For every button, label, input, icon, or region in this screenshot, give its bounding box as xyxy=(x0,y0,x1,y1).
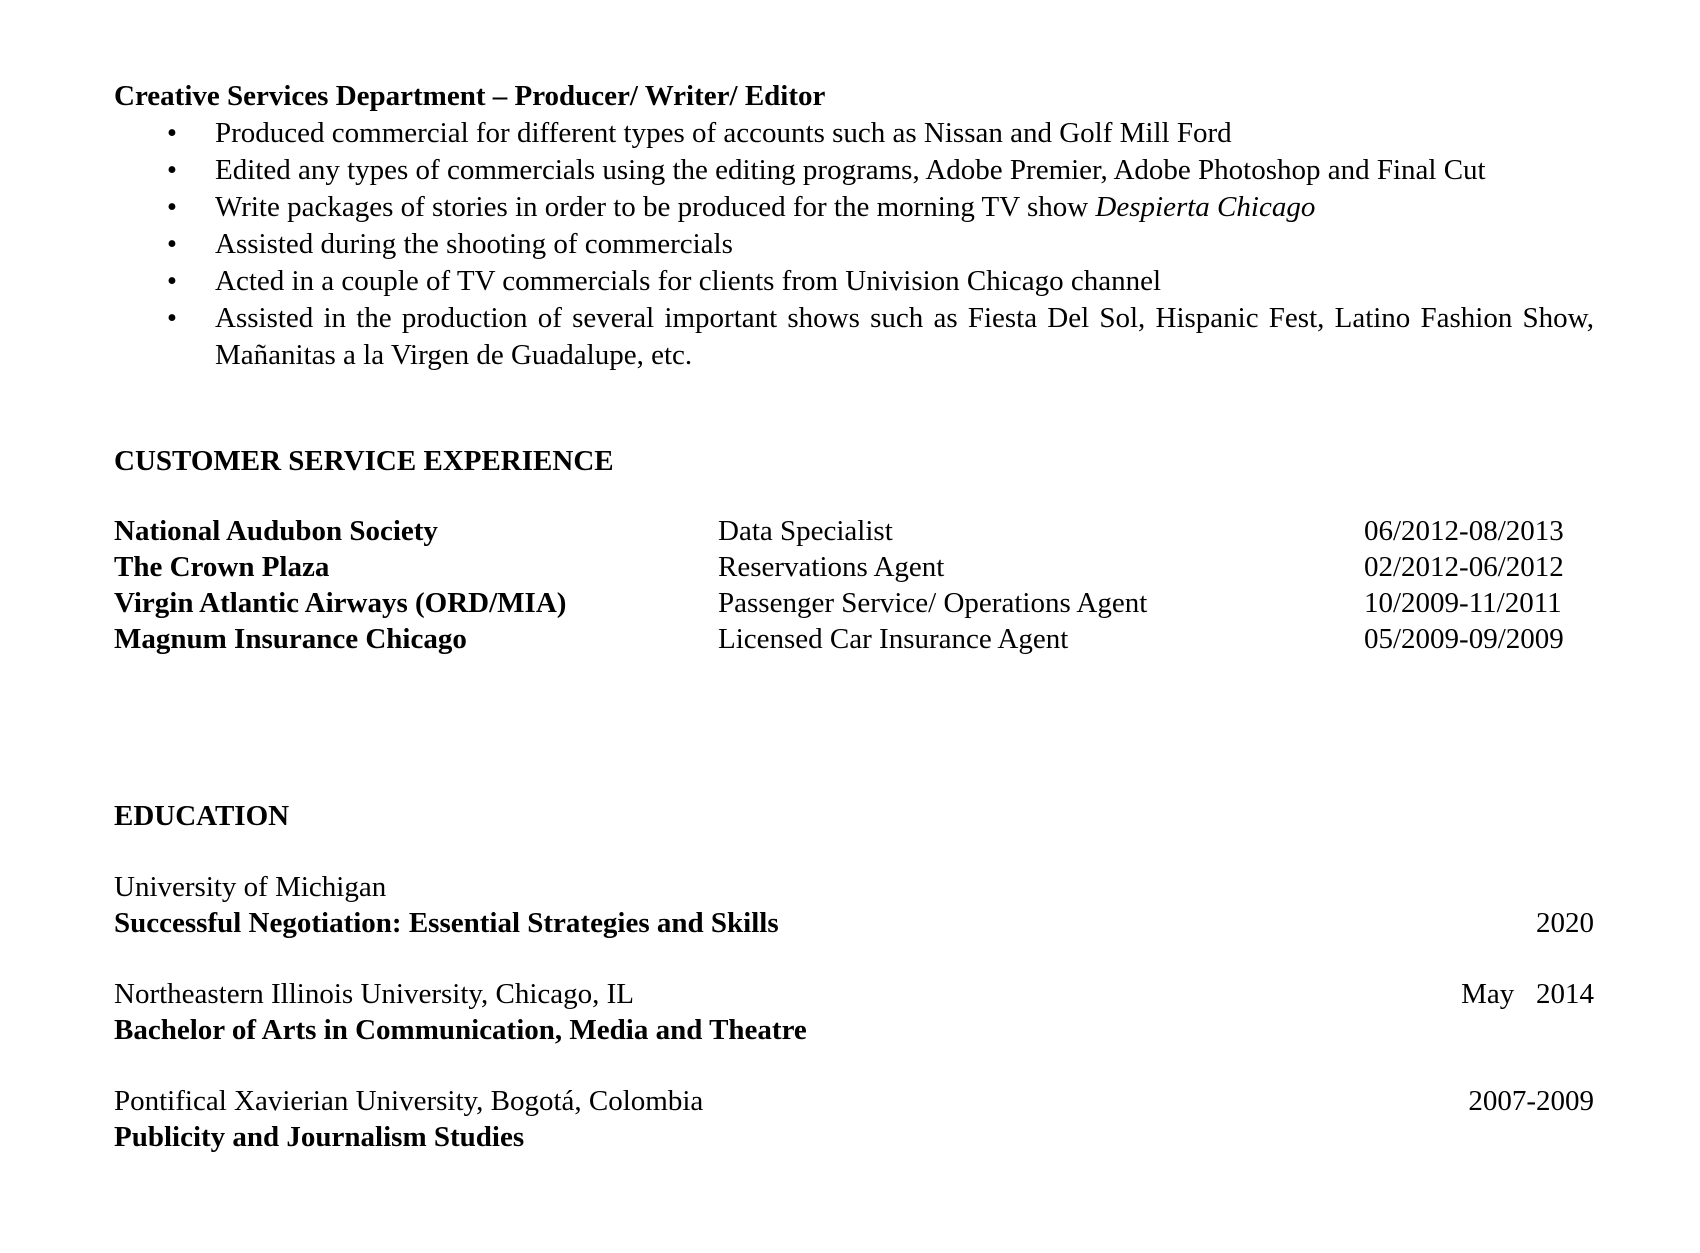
job-row xyxy=(114,549,1594,585)
bullet-text: Acted in a couple of TV commercials for clients from Univision Chicago channel xyxy=(215,265,1161,297)
education-section-title: EDUCATION xyxy=(114,800,290,832)
education-date: 2020 xyxy=(1536,907,1594,939)
customer-service-section-title: CUSTOMER SERVICE EXPERIENCE xyxy=(114,445,614,477)
job-dates: 02/2012-06/2012 xyxy=(1364,551,1564,583)
bullet-text xyxy=(215,191,1315,223)
bullet-icon: • xyxy=(166,228,178,260)
creative-services-bullet-list xyxy=(114,115,1594,374)
creative-services-heading: Creative Services Department – Producer/ Writer/ Editor xyxy=(114,80,826,112)
education-degree-line xyxy=(114,1012,1594,1048)
bullet-text-plain: Write packages of stories in order to be produced for the morning TV show xyxy=(215,191,1096,223)
bullet-text: Edited any types of commercials using the editing programs, Adobe Premier, Adobe Photoshop and Final Cut xyxy=(215,154,1486,186)
education-date: May 2014 xyxy=(1461,978,1594,1010)
bullet-icon: • xyxy=(166,265,178,297)
education-degree: Publicity and Journalism Studies xyxy=(114,1121,525,1153)
bullet-item xyxy=(114,263,1594,300)
job-dates: 06/2012-08/2013 xyxy=(1364,515,1564,547)
job-company: National Audubon Society xyxy=(114,515,438,547)
job-company: Virgin Atlantic Airways (ORD/MIA) xyxy=(114,587,567,619)
education-school: Pontifical Xavierian University, Bogotá, Colombia xyxy=(114,1085,704,1117)
education-degree-line xyxy=(114,1119,1594,1155)
job-dates: 10/2009-11/2011 xyxy=(1364,587,1562,619)
bullet-item xyxy=(114,189,1594,226)
job-list xyxy=(114,513,1594,657)
education-school-line xyxy=(114,1083,1594,1119)
bullet-item xyxy=(114,115,1594,152)
bullet-item xyxy=(114,300,1594,374)
bullet-icon: • xyxy=(166,191,178,223)
bullet-icon: • xyxy=(166,154,178,186)
job-role: Passenger Service/ Operations Agent xyxy=(718,587,1148,619)
education-school-line xyxy=(114,869,1594,905)
education-degree-line xyxy=(114,905,1594,941)
job-row xyxy=(114,585,1594,621)
bullet-icon: • xyxy=(166,302,178,334)
bullet-text: Produced commercial for different types of accounts such as Nissan and Golf Mill Ford xyxy=(215,117,1232,149)
bullet-item xyxy=(114,226,1594,263)
job-dates: 05/2009-09/2009 xyxy=(1364,623,1564,655)
show-title-italic: Despierta Chicago xyxy=(1095,191,1316,223)
job-role: Reservations Agent xyxy=(718,551,945,583)
bullet-text: Assisted in the production of several important shows such as Fiesta Del Sol, Hispanic Fest, Latino Fashion Show, Mañanitas a la Virgen de Guadalupe, etc. xyxy=(215,302,1594,371)
job-row xyxy=(114,621,1594,657)
education-entry xyxy=(114,869,1594,941)
education-date: 2007-2009 xyxy=(1468,1085,1594,1117)
education-entry xyxy=(114,1083,1594,1155)
job-row xyxy=(114,513,1594,549)
bullet-icon: • xyxy=(166,117,178,149)
job-company: Magnum Insurance Chicago xyxy=(114,623,467,655)
education-degree: Bachelor of Arts in Communication, Media and Theatre xyxy=(114,1014,807,1046)
education-degree: Successful Negotiation: Essential Strategies and Skills xyxy=(114,907,779,939)
job-role: Data Specialist xyxy=(718,515,893,547)
resume-page xyxy=(114,78,1594,1153)
bullet-item xyxy=(114,152,1594,189)
education-entry xyxy=(114,976,1594,1048)
education-school-line xyxy=(114,976,1594,1012)
job-role: Licensed Car Insurance Agent xyxy=(718,623,1069,655)
education-school: University of Michigan xyxy=(114,871,387,903)
education-school: Northeastern Illinois University, Chicago, IL xyxy=(114,978,635,1010)
bullet-text: Assisted during the shooting of commercials xyxy=(215,228,733,260)
job-company: The Crown Plaza xyxy=(114,551,330,583)
